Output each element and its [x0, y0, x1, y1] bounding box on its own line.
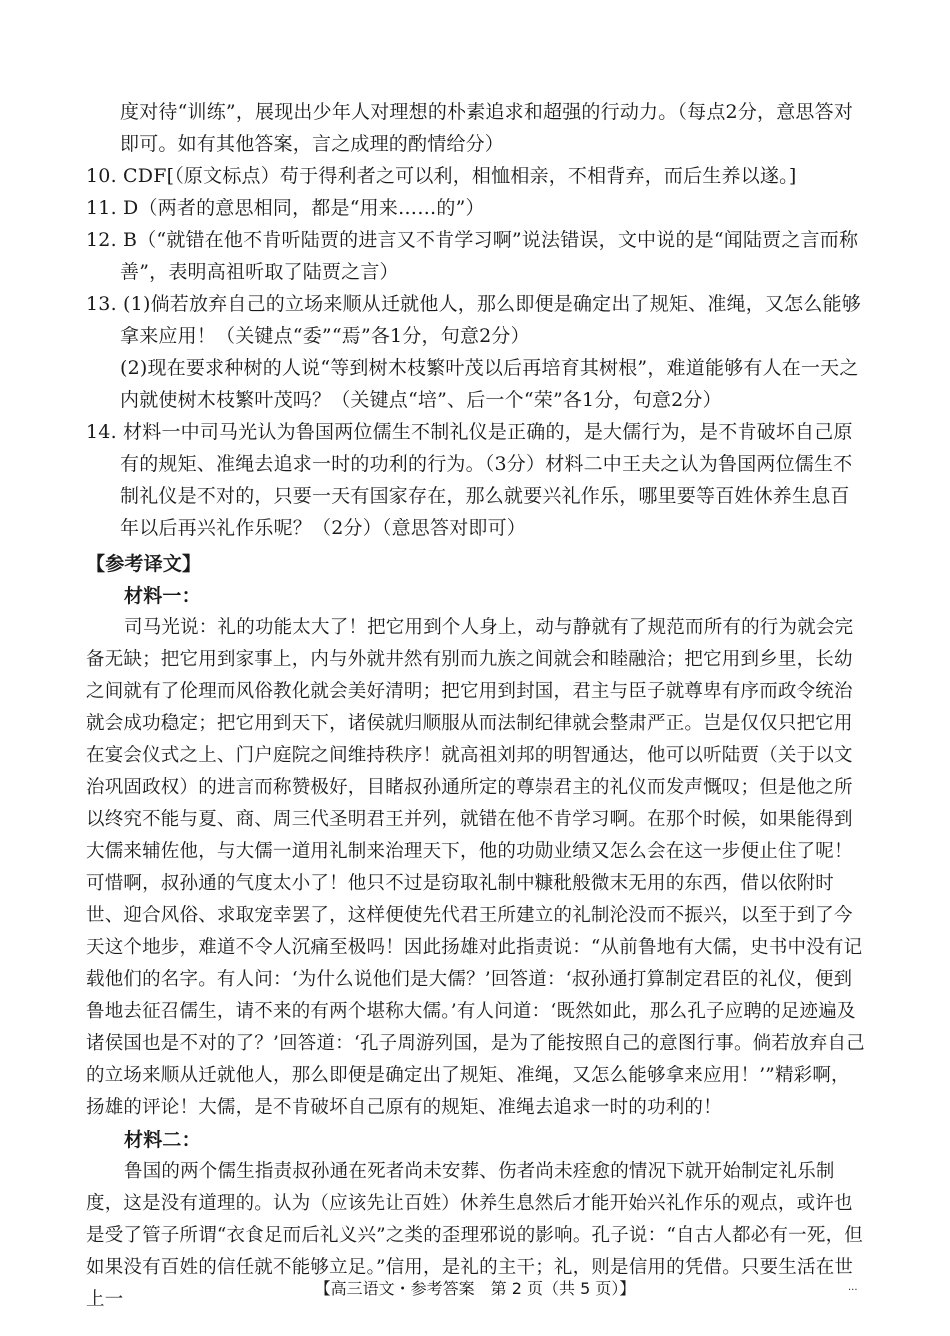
translation-heading: 【参考译文】: [86, 553, 202, 575]
material-1-title: 材料一：: [124, 585, 201, 607]
material-2-text: 鲁国的两个儒生指责叔孙通在死者尚未安葬、伤者尚未痊愈的情况下就开始制定礼乐制度，这是没有道理的。认为（应该先让百姓）休养生息然后才能开始兴礼作乐的观点，或许也是受了管子所谓“衣食足而后礼义兴”之类的歪理邪说的影响。孔子说：“自古人都必有一死，但如果没有百姓的信任就不能够立足。”信用，是礼的主干；礼，则是信用的凭借。只要生活在世上一: [86, 1161, 863, 1310]
answer-11: 11. D（两者的意思相同，都是“用来……的”）: [86, 197, 485, 219]
material-2-title: 材料二：: [124, 1129, 201, 1151]
corner-mark: ...: [848, 1282, 858, 1293]
answer-13-part1: 13. (1)倘若放弃自己的立场来顺从迁就他人，那么即便是确定出了规矩、准绳，又怎么能够拿来应用！（关键点“委”“焉”各1分，句意2分）: [86, 293, 861, 347]
answer-10: 10. CDF[（原文标点）苟于得利者之可以利，相恤相亲，不相背弃，而后生养以遂。]: [86, 165, 797, 187]
answer-12: 12. B（“就错在他不肯听陆贾的进言又不肯学习啊”说法错误，文中说的是“闻陆贾之言而称善”，表明高祖听取了陆贾之言）: [86, 229, 859, 283]
answer-13-part2: (2)现在要求种树的人说“等到树木枝繁叶茂以后再培育其树根”，难道能够有人在一天之内就使树木枝繁叶茂吗？（关键点“培”、后一个“荣”各1分，句意2分）: [120, 357, 859, 411]
answer-content: [86, 96, 866, 1316]
answer-14: 14. 材料一中司马光认为鲁国两位儒生不制礼仪是正确的，是大儒行为，是不肯破坏自己原有的规矩、准绳去追求一时的功利的行为。（3分）材料二中王夫之认为鲁国两位儒生不制礼仪是不对的，只要一天有国家存在，那么就要兴礼作乐，哪里要等百姓休养生息百年以后再兴礼作乐呢？（2分）（意思答对即可）: [86, 421, 853, 539]
material-1-text: 司马光说：礼的功能太大了！把它用到个人身上，动与静就有了规范而所有的行为就会完备无缺；把它用到家事上，内与外就井然有别而九族之间就会和睦融洽；把它用到乡里，长幼之间就有了伦理而风俗教化就会美好清明；把它用到封国，君主与臣子就尊卑有序而政令统治就会成功稳定；把它用到天下，诸侯就归顺服从而法制纪律就会整肃严正。岂是仅仅只把它用在宴会仪式之上、门户庭院之间维持秩序！就高祖刘邦的明智通达，他可以听陆贾（关于以文治巩固政权）的进言而称赞极好，目睹叔孙通所定的尊崇君主的礼仪而发声慨叹；但是他之所以终究不能与夏、商、周三代圣明君王并列，就错在他不肯学习啊。在那个时候，如果能得到大儒来辅佐他，与大儒一道用礼制来治理天下，他的功勋业绩又怎么会在这一步便止住了呢！可惜啊，叔孙通的气度太小了！他只不过是窃取礼制中糠秕般微末无用的东西，借以依附时世、迎合风俗、求取宠幸罢了，这样便使先代君王所建立的礼制沦没而不振兴，以至于到了今天这个地步，难道不令人沉痛至极吗！因此扬雄对此指责说：“从前鲁地有大儒，史书中没有记载他们的名字。有人问：‘为什么说他们是大儒？’回答道：‘叔孙通打算制定君臣的礼仪，便到鲁地去征召儒生，请不来的有两个堪称大儒。’有人问道：‘既然如此，那么孔子应聘的足迹遍及诸侯国也是不对的了？’回答道：‘孔子周游列国，是为了能按照自己的意图行事。倘若放弃自己的立场来顺从迁就他人，那么即便是确定出了规矩、准绳，又怎么能够拿来应用！’”精彩啊，扬雄的评论！大儒，是不肯破坏自己原有的规矩、准绳去追求一时的功利的！: [86, 617, 865, 1118]
answer-9-continuation: 度对待“训练”，展现出少年人对理想的朴素追求和超强的行动力。（每点2分，意思答对即可。如有其他答案，言之成理的酌情给分）: [120, 101, 854, 155]
page-footer: 【高三语文・参考答案 第 2 页（共 5 页）】: [314, 1279, 636, 1298]
